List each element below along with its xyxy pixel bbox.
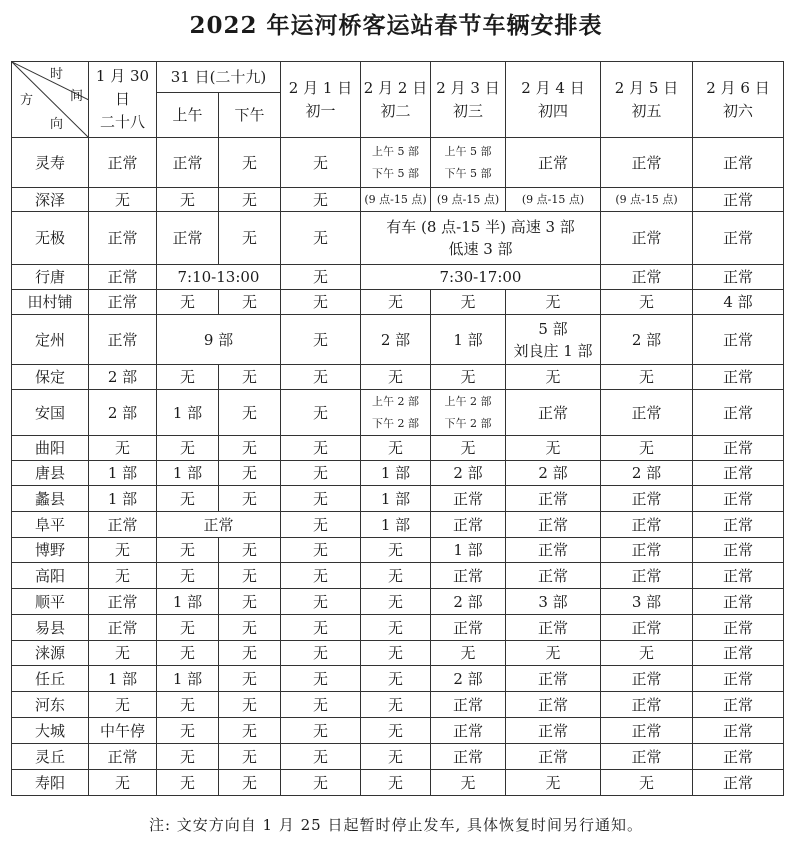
cell: 无 [361,641,431,666]
cell: 1 部 [157,390,219,436]
cell: 无 [219,666,281,692]
cell: 正常 [601,486,693,512]
row-name: 行唐 [12,265,89,290]
cell-line: 刘良庄 1 部 [513,341,593,360]
header-feb5 [601,62,693,138]
cell: 无 [157,486,219,512]
cell: 无 [219,461,281,486]
cell: 无 [219,770,281,796]
table-row [12,718,784,744]
cell: 正常 [693,744,784,770]
cell: 无 [281,770,361,796]
cell: 正常 [693,138,784,188]
row-name: 深泽 [12,188,89,212]
cell: 1 部 [361,486,431,512]
cell: 无 [281,436,361,461]
cell: 无 [219,365,281,390]
cell: 无 [157,436,219,461]
header-jan31-pm: 下午 [219,93,281,138]
cell: 正常 [601,563,693,589]
cell: 无 [431,641,506,666]
cell: 无 [361,615,431,641]
cell: 正常 [601,692,693,718]
cell: 无 [281,188,361,212]
cell: 无 [281,290,361,315]
cell-line: 低速 3 部 [448,240,513,258]
cell: 正常 [89,315,157,365]
cell: 无 [361,290,431,315]
cell: 无 [157,290,219,315]
row-name: 定州 [12,315,89,365]
cell: 正常 [693,365,784,390]
row-name: 顺平 [12,589,89,615]
cell: 无 [219,138,281,188]
cell: 正常 [693,212,784,265]
cell: 1 部 [157,589,219,615]
cell: 正常 [506,718,601,744]
cell: 正常 [693,718,784,744]
cell: 正常 [693,315,784,365]
header-date: 1 月 30 日 [95,67,150,108]
cell: 无 [157,641,219,666]
cell-merged: 9 部 [157,315,281,365]
cell: 无 [219,436,281,461]
table-row [12,770,784,796]
cell: 无 [281,666,361,692]
cell-line: 5 部 [538,319,568,338]
cell: 无 [89,770,157,796]
cell: 正常 [506,390,601,436]
table-row [12,315,784,365]
cell: 无 [281,315,361,365]
header-date: 2 月 5 日 [614,78,679,97]
cell: 无 [601,770,693,796]
cell: 正常 [431,692,506,718]
cell: 2 部 [431,461,506,486]
cell-line: 上午 5 部 [372,144,419,158]
cell: 正常 [601,390,693,436]
cell: 2 部 [431,589,506,615]
cell-merged [361,212,601,265]
cell: 正常 [89,138,157,188]
cell: 1 部 [361,512,431,538]
header-lunar: 初二 [380,101,411,120]
cell: 无 [157,615,219,641]
cell: 无 [601,365,693,390]
row-name: 安国 [12,390,89,436]
cell: 正常 [89,744,157,770]
table-row [12,188,784,212]
cell: 无 [361,692,431,718]
cell: 正常 [506,512,601,538]
cell: 无 [361,563,431,589]
cell: 正常 [431,563,506,589]
table-row [12,589,784,615]
cell: (9 点-15 点) [601,188,693,212]
cell-line: 上午 2 部 [444,394,492,408]
cell: 无 [431,436,506,461]
table-row [12,512,784,538]
cell: 正常 [506,744,601,770]
header-lunar: 初一 [305,101,336,120]
cell: 无 [219,641,281,666]
cell: 无 [281,265,361,290]
cell: 正常 [693,563,784,589]
cell: 2 部 [361,315,431,365]
cell: 无 [601,290,693,315]
cell: 正常 [693,538,784,563]
cell: 无 [281,138,361,188]
table-row [12,365,784,390]
cell: 无 [281,390,361,436]
cell: 正常 [431,615,506,641]
row-name: 无极 [12,212,89,265]
table-row [12,390,784,436]
cell: 正常 [506,486,601,512]
cell: 正常 [431,744,506,770]
cell: 1 部 [89,666,157,692]
cell: 正常 [693,390,784,436]
cell: 正常 [693,461,784,486]
cell: 无 [361,770,431,796]
cell: 正常 [506,692,601,718]
cell: 正常 [89,265,157,290]
table-row [12,138,784,188]
header-jan31-am: 上午 [157,93,219,138]
cell: 正常 [601,538,693,563]
cell: 4 部 [693,290,784,315]
cell: 2 部 [601,461,693,486]
header-lunar: 初三 [452,101,483,120]
cell: 正常 [506,666,601,692]
cell: 正常 [693,641,784,666]
header-feb2 [361,62,431,138]
corner-dir-char-2: 向 [50,117,64,132]
cell: 无 [219,290,281,315]
cell: 无 [281,641,361,666]
cell: 正常 [601,512,693,538]
cell: 无 [157,744,219,770]
cell: 正常 [601,212,693,265]
corner-time-char-1: 时 [50,67,64,82]
cell: 正常 [506,563,601,589]
cell: 正常 [693,615,784,641]
cell: 1 部 [157,461,219,486]
table-row [12,265,784,290]
table-row [12,436,784,461]
table-row [12,666,784,692]
cell: 无 [157,365,219,390]
row-name: 寿阳 [12,770,89,796]
cell: 1 部 [431,315,506,365]
table-row [12,461,784,486]
cell: 正常 [89,290,157,315]
cell: 正常 [693,692,784,718]
cell: 正常 [506,615,601,641]
cell: 正常 [693,512,784,538]
row-name: 大城 [12,718,89,744]
cell: 无 [219,692,281,718]
cell: 正常 [506,138,601,188]
cell: 无 [89,641,157,666]
table-row [12,744,784,770]
cell: 无 [219,615,281,641]
cell: 正常 [431,718,506,744]
corner-time-char-2: 间 [70,89,84,104]
cell: 无 [89,436,157,461]
cell: 无 [281,615,361,641]
table-row [12,212,784,265]
cell: 2 部 [89,365,157,390]
cell: 正常 [601,615,693,641]
cell: 无 [89,563,157,589]
header-feb3 [431,62,506,138]
table-row [12,692,784,718]
header-feb1 [281,62,361,138]
cell: 正常 [693,188,784,212]
row-name: 唐县 [12,461,89,486]
cell: 正常 [89,512,157,538]
cell: 正常 [157,138,219,188]
cell: 无 [281,538,361,563]
cell: 无 [281,461,361,486]
cell: 无 [361,589,431,615]
cell: 2 部 [89,390,157,436]
cell: 无 [219,589,281,615]
cell: 无 [157,188,219,212]
cell: 无 [157,692,219,718]
cell-line: 下午 5 部 [444,166,492,180]
row-name: 博野 [12,538,89,563]
header-lunar: 初六 [722,101,753,120]
cell: 无 [361,744,431,770]
cell: 无 [219,486,281,512]
cell: 2 部 [506,461,601,486]
cell: 1 部 [361,461,431,486]
cell: 正常 [431,486,506,512]
cell: 无 [601,641,693,666]
cell: 无 [506,770,601,796]
cell-merged: 正常 [157,512,281,538]
cell: 正常 [693,265,784,290]
cell: 正常 [693,436,784,461]
cell-line: 上午 2 部 [372,394,419,408]
cell: 无 [219,188,281,212]
cell: 无 [506,365,601,390]
cell: 无 [506,436,601,461]
schedule-table [11,61,784,796]
cell: (9 点-15 点) [431,188,506,212]
cell: 无 [157,563,219,589]
cell-line: 下午 2 部 [444,416,492,430]
header-lunar: 初五 [631,101,662,120]
cell: 正常 [89,615,157,641]
cell: 1 部 [89,486,157,512]
cell [506,315,601,365]
cell-line: 下午 2 部 [372,416,419,430]
cell: 3 部 [506,589,601,615]
cell: 正常 [89,212,157,265]
header-jan31: 31 日(二十九) [157,62,281,93]
cell: 无 [281,486,361,512]
cell: 无 [219,718,281,744]
cell: 正常 [693,666,784,692]
cell: 无 [89,188,157,212]
cell: 无 [219,744,281,770]
cell: 无 [361,365,431,390]
cell: 无 [281,718,361,744]
cell: 正常 [157,212,219,265]
cell: 正常 [693,770,784,796]
cell [361,390,431,436]
cell: 1 部 [431,538,506,563]
row-name: 蠡县 [12,486,89,512]
table-row [12,615,784,641]
header-jan30 [89,62,157,138]
cell [431,390,506,436]
table-row [12,538,784,563]
row-name: 任丘 [12,666,89,692]
cell: 正常 [693,589,784,615]
cell: 无 [281,212,361,265]
cell: 无 [157,770,219,796]
table-row [12,486,784,512]
footnote: 注: 文安方向自 1 月 25 日起暂时停止发车, 具体恢复时间另行通知。 [148,816,644,834]
row-name: 曲阳 [12,436,89,461]
cell: 无 [361,718,431,744]
cell: 正常 [693,486,784,512]
cell-line: 上午 5 部 [444,144,492,158]
page-title: 2022 年运河桥客运站春节车辆安排表 [189,12,603,39]
cell: 正常 [601,265,693,290]
row-name: 灵丘 [12,744,89,770]
cell: 无 [157,538,219,563]
cell: 无 [361,436,431,461]
row-name: 阜平 [12,512,89,538]
header-lunar: 二十八 [99,113,145,131]
cell: 2 部 [431,666,506,692]
table-row [12,290,784,315]
cell: 中午停 [89,718,157,744]
header-date: 2 月 3 日 [436,78,500,97]
row-name: 高阳 [12,563,89,589]
cell-merged: 7:10-13:00 [157,265,281,290]
cell: 无 [431,365,506,390]
cell: 3 部 [601,589,693,615]
cell: 正常 [506,538,601,563]
cell: 无 [89,538,157,563]
corner-header-cell [12,62,89,138]
cell: 1 部 [157,666,219,692]
row-name: 涞源 [12,641,89,666]
row-name: 保定 [12,365,89,390]
cell [361,138,431,188]
header-date: 2 月 6 日 [706,78,770,97]
cell: 无 [281,563,361,589]
cell: 无 [281,512,361,538]
cell-merged: 7:30-17:00 [361,265,601,290]
cell-line: 有车 (8 点-15 半) 高速 3 部 [386,218,575,236]
header-date: 2 月 4 日 [521,78,585,97]
cell: (9 点-15 点) [361,188,431,212]
cell [431,138,506,188]
cell: 无 [431,290,506,315]
cell: 无 [281,589,361,615]
cell: 正常 [601,666,693,692]
cell: 正常 [601,744,693,770]
row-name: 田村铺 [12,290,89,315]
row-name: 易县 [12,615,89,641]
cell: 无 [361,538,431,563]
cell: 无 [219,538,281,563]
cell: 2 部 [601,315,693,365]
table-row [12,563,784,589]
cell: 无 [361,666,431,692]
cell: 无 [601,436,693,461]
cell: 无 [281,744,361,770]
row-name: 灵寿 [12,138,89,188]
cell: 无 [281,692,361,718]
cell: 正常 [89,589,157,615]
cell: (9 点-15 点) [506,188,601,212]
row-name: 河东 [12,692,89,718]
corner-dir-char-1: 方 [20,93,34,108]
cell: 无 [506,290,601,315]
cell: 无 [219,563,281,589]
cell: 无 [157,718,219,744]
cell-line: 下午 5 部 [372,166,419,180]
header-lunar: 初四 [537,101,568,120]
cell: 正常 [431,512,506,538]
cell: 1 部 [89,461,157,486]
table-row [12,641,784,666]
cell: 正常 [601,718,693,744]
header-date: 2 月 1 日 [288,78,353,97]
cell: 无 [219,212,281,265]
cell: 无 [281,365,361,390]
cell: 无 [89,692,157,718]
cell: 正常 [601,138,693,188]
header-feb6 [693,62,784,138]
header-date: 2 月 2 日 [363,78,428,97]
cell: 无 [506,641,601,666]
header-feb4 [506,62,601,138]
cell: 无 [431,770,506,796]
cell: 无 [219,390,281,436]
